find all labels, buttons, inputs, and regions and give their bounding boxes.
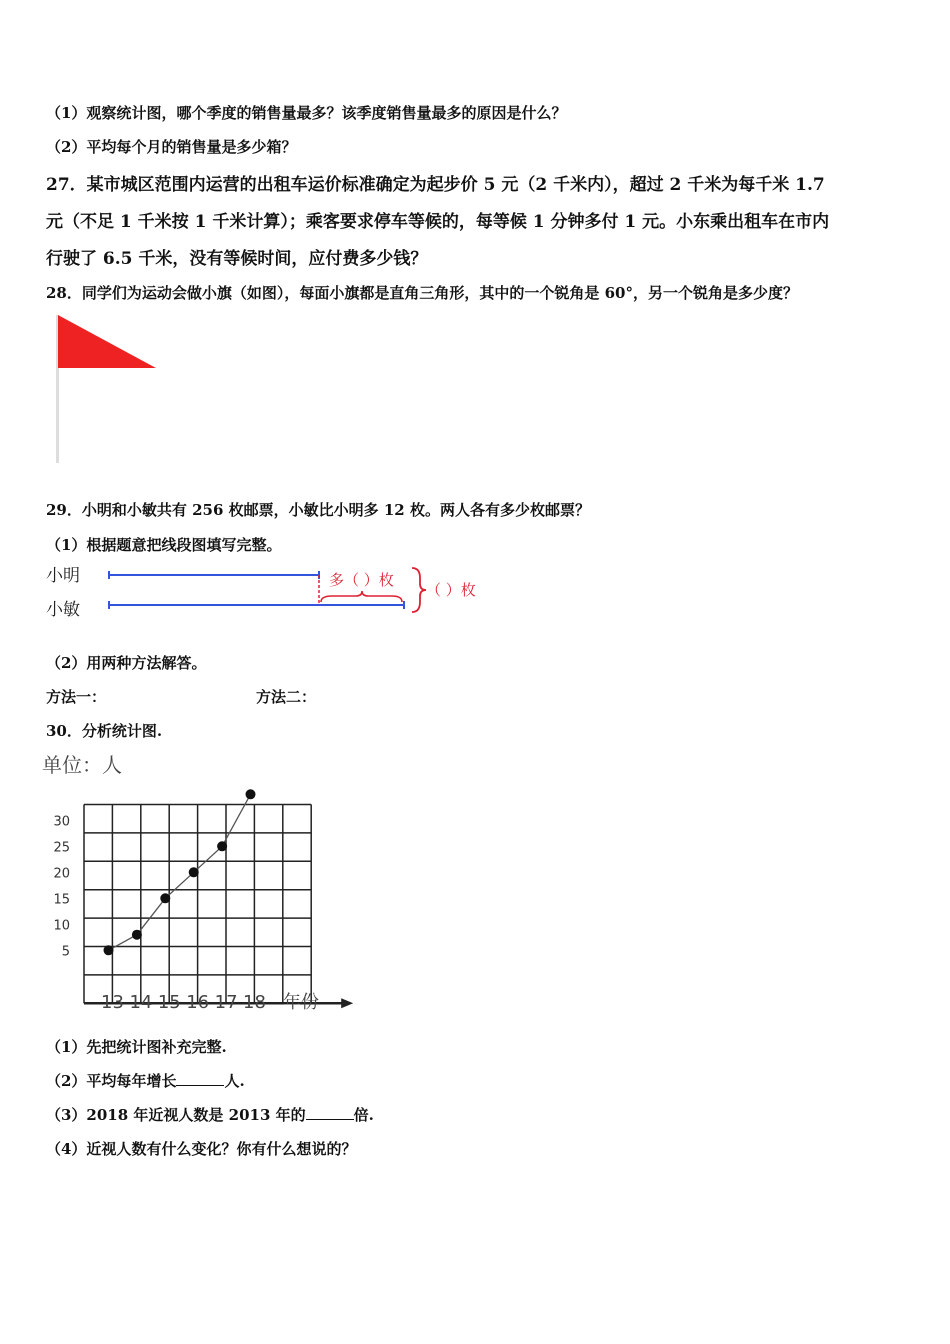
answer-blank-growth[interactable]	[176, 1073, 224, 1086]
y-tick-label: 25	[53, 840, 70, 856]
chart-y-ticks	[53, 814, 70, 959]
x-axis-arrow	[341, 998, 353, 1008]
chart-series	[104, 789, 256, 955]
flag-triangle	[58, 315, 156, 368]
q27-line3: 行驶了 6.5 千米，没有等候时间，应付费多少钱？	[46, 249, 428, 269]
data-point	[217, 841, 227, 851]
q26-sub1: （1）观察统计图，哪个季度的销售量最多？该季度销售量最多的原因是什么？	[46, 104, 567, 122]
answer-blank-ratio[interactable]	[306, 1107, 354, 1120]
x-tick-label: 17	[214, 992, 238, 1013]
q26-sub2: （2）平均每个月的销售量是多少箱？	[46, 138, 297, 156]
q30-sub3-pre: （3）2018 年近视人数是 2013 年的	[46, 1106, 306, 1124]
q30-sub2-pre: （2）平均每年增长	[46, 1072, 177, 1090]
y-tick-label: 15	[53, 892, 70, 908]
total-label: （ ）枚	[426, 581, 476, 599]
q29-text: 29．小明和小敏共有 256 枚邮票，小敏比小明多 12 枚。两人各有多少枚邮票？	[46, 501, 590, 519]
data-point	[160, 893, 170, 903]
x-tick-label: 13	[101, 992, 124, 1013]
more-label: 多（ ）枚	[329, 571, 394, 589]
y-tick-label: 30	[53, 814, 70, 830]
q29-sub2: （2）用两种方法解答。	[46, 654, 207, 672]
total-brace	[412, 568, 426, 612]
x-tick-label: 14	[129, 992, 153, 1013]
q29-method1: 方法一：	[46, 688, 107, 706]
label-xiaomin: 小敏	[46, 600, 80, 620]
segment-diagram	[40, 558, 520, 626]
chart-grid	[84, 805, 311, 1004]
q30-sub2-post: 人.	[224, 1072, 245, 1090]
q30-sub2	[46, 1070, 245, 1091]
q30-sub3	[46, 1104, 374, 1125]
y-tick-label: 10	[53, 918, 70, 934]
data-point	[246, 789, 256, 799]
flag-figure	[50, 310, 170, 465]
q30-sub4: （4）近视人数有什么变化？你有什么想说的？	[46, 1140, 357, 1158]
q28-text: 28．同学们为运动会做小旗（如图），每面小旗都是直角三角形，其中的一个锐角是 60°，另一个锐角是多少度？	[46, 284, 798, 302]
q29-sub1: （1）根据题意把线段图填写完整。	[46, 536, 282, 554]
x-tick-label: 15	[157, 992, 181, 1013]
x-tick-label: 18	[243, 992, 266, 1013]
x-tick-label: 16	[186, 992, 210, 1013]
chart-unit-label: 单位：人	[42, 753, 122, 777]
label-xiaoming: 小明	[46, 566, 80, 586]
data-point	[189, 867, 199, 877]
series-line	[109, 794, 251, 950]
data-point	[132, 930, 142, 940]
y-tick-label: 20	[53, 866, 70, 882]
y-tick-label: 5	[61, 944, 70, 960]
q30-sub1: （1）先把统计图补充完整.	[46, 1038, 227, 1056]
chart-x-axis-label: 年份	[283, 992, 319, 1013]
extra-brace	[321, 591, 402, 602]
q30-sub3-post: 倍.	[353, 1106, 374, 1124]
q27-line2: 元（不足 1 千米按 1 千米计算）；乘客要求停车等候的，每等候 1 分钟多付 1 元。小东乘出租车在市内	[46, 212, 830, 232]
line-chart	[40, 745, 360, 1020]
q29-method2: 方法二：	[256, 688, 317, 706]
q30-text: 30．分析统计图.	[46, 722, 163, 740]
data-point	[104, 945, 114, 955]
q27-line1: 27．某市城区范围内运营的出租车运价标准确定为起步价 5 元（2 千米内），超过 2 千米为每千米 1.7	[46, 175, 825, 195]
